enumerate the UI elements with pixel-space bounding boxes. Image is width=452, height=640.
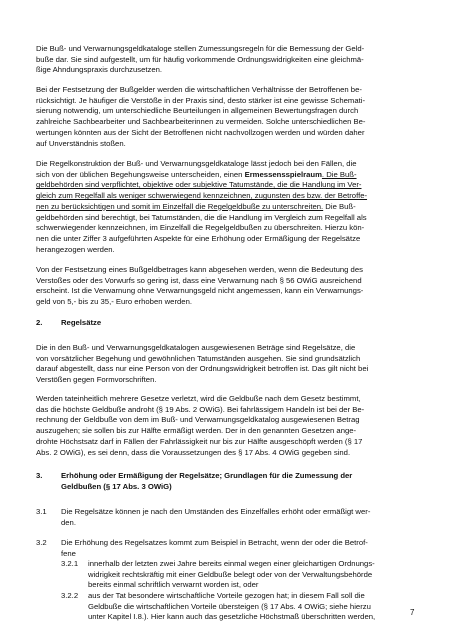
section-number: 2. — [36, 318, 43, 327]
text-line: herangezogen werden. — [36, 244, 115, 254]
text-line: Werden tateinheitlich mehrere Gesetze verletzt, wird die Geldbuße nach dem Gesetz bestimmt, — [36, 394, 361, 403]
subsection-number: 3.2.1 — [61, 559, 79, 568]
text-line: Die Buß- und Verwarnungsgeldkataloge stellen Zumessungsregeln für die Bemessung der Geld- — [36, 44, 365, 53]
text-line: sierung notwendig, um unterschiedliche Beurteilungen in allgemeinen Bewertungsfragen durch — [36, 106, 359, 116]
text-line: auf Unverständnis stoßen. — [36, 138, 126, 148]
text-line: rücksichtigt. Je häufiger die Verstöße in der Praxis sind, desto stärker ist eine gewisse Schemati- — [36, 95, 366, 105]
paragraph-rates — [36, 343, 414, 386]
subsection-number: 3.2 — [36, 538, 47, 547]
text-line: Die Regelsätze können je nach den Umständen des Einzelfalles erhöht oder ermäßigt wer- — [61, 507, 371, 516]
text-line: auszugehen; sie sollen bis zur Hälfte ermäßigt werden. Der in den genannten Gesetzen ange- — [36, 426, 357, 436]
heading-line: Erhöhung oder Ermäßigung der Regelsätze; Grundlagen für die Zumessung der — [61, 471, 353, 480]
underlined-text: . Die Buß- — [321, 169, 357, 179]
subsection-3-2 — [61, 538, 414, 559]
text-line: erscheint. Ist die Verwarnung ohne Verwarnungsgeld nicht angemessen, kann ein Verwarnungs- — [36, 286, 364, 296]
text-line: von vorsätzlicher Begehung und gewöhnlichen Tatumständen ausgehen. Sie sind grundsätzlich — [36, 353, 361, 363]
section-heading-regelsaetze: Regelsätze — [61, 318, 102, 327]
section-heading-erhoehung — [61, 471, 352, 492]
text-line — [36, 170, 414, 181]
text-line: den. — [61, 517, 76, 527]
text-line: darauf abgestellt, dass nur eine Person von der Ordnungswidrigkeit betroffen ist. Das gilt nicht bei — [36, 364, 369, 374]
text-line: Abs. 2 OWiG), es sei denn, dass die Voraussetzungen des § 17 Abs. 4 OWiG gegeben sind. — [36, 447, 351, 457]
paragraph-intro — [36, 44, 414, 76]
text-line: Die in den Buß- und Verwarnungsgeldkatalogen ausgewiesenen Beträge sind Regelsätze, die — [36, 343, 356, 352]
text-line: das die höchste Geldbuße androht (§ 19 Abs. 2 OWiG). Bei fahrlässigem Handeln ist bei der Be- — [36, 404, 365, 414]
underlined-text: nen zu berücksichtigen und somit im Einzelfall die Regelgeldbuße zu unterschreiten. — [36, 201, 324, 211]
paragraph-multiple-laws — [36, 394, 414, 458]
subsection-3-2-2 — [88, 591, 414, 623]
text-line: wertungen könnten aus der Sicht der Betroffenen nicht nachvollzogen werden und würden daher — [36, 127, 365, 137]
paragraph-warning — [36, 265, 414, 308]
heading-line: Geldbußen (§ 17 Abs. 3 OWiG) — [61, 481, 172, 491]
text-line: geldbehörden sind berechtigt, bei Tatumständen, die die Handlung im Vergleich zum Regelfall als — [36, 212, 367, 222]
text-line: drohte Höchstsatz darf in Fällen der Fahrlässigkeit nur bis zur Hälfte ausgeschöpft werden (§ 17 — [36, 436, 363, 446]
section-number: 3. — [36, 471, 43, 480]
text-line: bereits einmal schriftlich verwarnt worden ist, oder — [88, 580, 259, 590]
text-line: widrigkeit rechtskräftig mit einer Geldbuße belegt oder von der Verwaltungsbehörde — [88, 569, 373, 579]
text-line: Bei der Festsetzung der Bußgelder werden die wirtschaftlichen Verhältnisse der Betroffenen be- — [36, 85, 362, 94]
text-line: geld von 5,- bis zu 35,- Euro erhoben werden. — [36, 297, 192, 307]
text-line: nen die unter Ziffer 3 aufgeführten Aspekte für eine Erhöhung oder Ermäßigung der Regelsätze — [36, 233, 361, 243]
subsection-3-2-1 — [88, 559, 414, 591]
text-line: Die Erhöhung des Regelsatzes kommt zum Beispiel in Betracht, wenn der oder die Betrof- — [61, 538, 368, 547]
underlined-line: geldbehörden sind verpflichtet, objektive oder subjektive Tatumstände, die die Handlung im Ver- — [36, 180, 362, 190]
text-line: Von der Festsetzung eines Bußgeldbetrages kann abgesehen werden, wenn die Bedeutung des — [36, 265, 363, 274]
text-line: ßige Ahndungspraxis durchzusetzen. — [36, 65, 163, 75]
text-line: buße dar. Sie sind aufgestellt, um für häufig vorkommende Ordnungswidrigkeiten eine gleichmä- — [36, 54, 364, 64]
paragraph-economic-conditions — [36, 85, 414, 149]
page-number: 7 — [410, 608, 415, 617]
text-line: rechnung der Geldbuße von dem im Buß- und Verwarnungsgeldkatalog ausgewiesenen Betrag — [36, 415, 360, 425]
text-line: schwerwiegender kennzeichnen, im Einzelfall die Regelgeldbußen zu überschreiten. Hierzu kön- — [36, 223, 365, 233]
emphasis-discretion: Ermessensspielraum — [244, 169, 322, 179]
text-line: zahlreiche Sachbearbeiter und Sachbearbeiterinnen zu vermeiden. Solche unterschiedlichen Be- — [36, 117, 366, 127]
text-line: unter Kapitel I.8.). Hier kann auch das gesetzliche Höchstmaß überschritten werden, — [88, 612, 376, 622]
text-line: Die Regelkonstruktion der Buß- und Verwarnungsgeldkataloge lässt jedoch bei den Fällen, die — [36, 159, 357, 168]
text-line: Verstößen gegen Formvorschriften. — [36, 375, 157, 385]
text-line: innerhalb der letzten zwei Jahre bereits einmal wegen einer gleichartigen Ordnungs- — [88, 559, 375, 568]
subsection-number: 3.1 — [36, 507, 47, 516]
text-line: Geldbuße die wirtschaftlichen Vorteile übersteigen (§ 17 Abs. 4 OWiG; siehe hierzu — [88, 601, 371, 611]
subsection-number: 3.2.2 — [61, 591, 79, 600]
underlined-line: gleich zum Regelfall als weniger schwerwiegend kennzeichnen, zugunsten des bzw. der Betroffe- — [36, 191, 368, 201]
text-segment: Die Buß- — [323, 201, 356, 211]
text-line: Verstoßes oder des Vorwurfs so gering ist, dass eine Verwarnung nach § 56 OWiG ausreichend — [36, 275, 362, 285]
text-line: fene — [61, 548, 76, 558]
subsection-3-1 — [61, 507, 414, 528]
paragraph-discretion — [36, 159, 414, 255]
text-segment: sich von der üblichen Begehungsweise unterscheiden, einen — [36, 169, 245, 179]
text-line — [36, 202, 414, 213]
text-line: aus der Tat besondere wirtschaftliche Vorteile gezogen hat; in diesem Fall soll die — [88, 591, 365, 600]
